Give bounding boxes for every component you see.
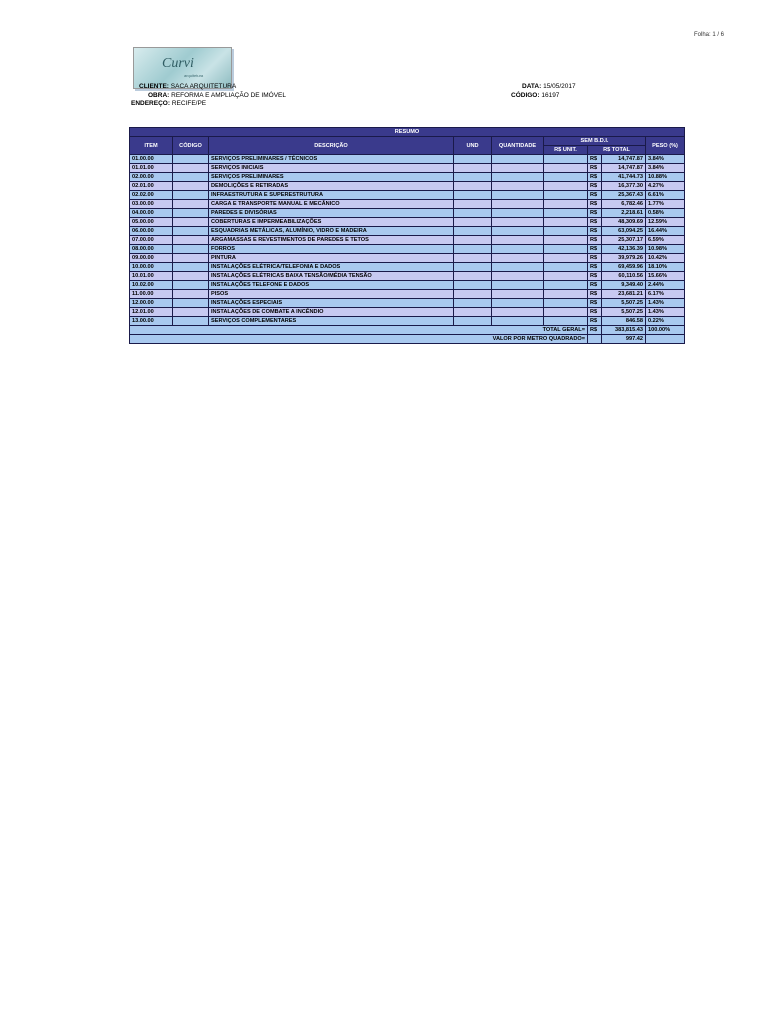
row-codigo — [173, 272, 209, 281]
row-descricao: INSTALAÇÕES ELÉTRICA/TELEFONIA E DADOS — [209, 263, 454, 272]
row-und — [454, 182, 492, 191]
row-codigo — [173, 182, 209, 191]
row-quantidade — [492, 209, 544, 218]
row-descricao: INSTALAÇÕES DE COMBATE A INCÊNDIO — [209, 308, 454, 317]
valor-m2-value: 997.42 — [602, 335, 646, 344]
row-item: 01.01.00 — [130, 164, 173, 173]
row-codigo — [173, 281, 209, 290]
row-currency: R$ — [588, 299, 602, 308]
row-currency: R$ — [588, 317, 602, 326]
row-total: 5,507.25 — [602, 299, 646, 308]
row-codigo — [173, 236, 209, 245]
table-row — [130, 281, 685, 290]
row-peso: 18.10% — [646, 263, 685, 272]
row-peso: 1.43% — [646, 299, 685, 308]
row-total: 14,747.87 — [602, 155, 646, 164]
row-unit — [544, 191, 588, 200]
row-unit — [544, 245, 588, 254]
table-row — [130, 164, 685, 173]
row-und — [454, 290, 492, 299]
row-item: 10.02.00 — [130, 281, 173, 290]
row-peso: 10.98% — [646, 245, 685, 254]
row-descricao: INSTALAÇÕES TELEFONE E DADOS — [209, 281, 454, 290]
row-descricao: PAREDES E DIVISÓRIAS — [209, 209, 454, 218]
row-currency: R$ — [588, 164, 602, 173]
row-codigo — [173, 245, 209, 254]
row-quantidade — [492, 299, 544, 308]
total-geral-peso: 100.00% — [646, 326, 685, 335]
row-currency: R$ — [588, 191, 602, 200]
row-descricao: FORROS — [209, 245, 454, 254]
cliente-line — [139, 83, 236, 91]
row-peso: 16.44% — [646, 227, 685, 236]
row-descricao: CARGA E TRANSPORTE MANUAL E MECÂNICO — [209, 200, 454, 209]
table-row — [130, 308, 685, 317]
row-total: 25,367.43 — [602, 191, 646, 200]
row-codigo — [173, 200, 209, 209]
row-unit — [544, 299, 588, 308]
row-quantidade — [492, 308, 544, 317]
row-codigo — [173, 290, 209, 299]
row-peso: 6.59% — [646, 236, 685, 245]
row-und — [454, 155, 492, 164]
valor-m2-blank — [646, 335, 685, 344]
row-item: 06.00.00 — [130, 227, 173, 236]
row-descricao: SERVIÇOS COMPLEMENTARES — [209, 317, 454, 326]
row-item: 10.00.00 — [130, 263, 173, 272]
row-quantidade — [492, 227, 544, 236]
row-codigo — [173, 218, 209, 227]
row-currency: R$ — [588, 218, 602, 227]
row-unit — [544, 254, 588, 263]
resumo-table — [129, 127, 685, 344]
row-und — [454, 272, 492, 281]
row-peso: 10.88% — [646, 173, 685, 182]
data-line — [522, 83, 576, 91]
row-descricao: INSTALAÇÕES ELÉTRICAS BAIXA TENSÃO/MÉDIA TENSÃO — [209, 272, 454, 281]
row-total: 69,459.96 — [602, 263, 646, 272]
row-item: 04.00.00 — [130, 209, 173, 218]
row-und — [454, 191, 492, 200]
row-peso: 15.66% — [646, 272, 685, 281]
row-unit — [544, 236, 588, 245]
row-descricao: DEMOLIÇÕES E RETIRADAS — [209, 182, 454, 191]
table-row — [130, 209, 685, 218]
row-quantidade — [492, 236, 544, 245]
row-peso: 1.77% — [646, 200, 685, 209]
table-row — [130, 317, 685, 326]
row-item: 02.01.00 — [130, 182, 173, 191]
row-item: 07.00.00 — [130, 236, 173, 245]
obra-value: REFORMA E AMPLIAÇÃO DE IMÓVEL — [171, 92, 286, 99]
row-total: 39,979.26 — [602, 254, 646, 263]
row-unit — [544, 182, 588, 191]
row-codigo — [173, 263, 209, 272]
table-row — [130, 155, 685, 164]
row-quantidade — [492, 281, 544, 290]
row-codigo — [173, 164, 209, 173]
row-currency: R$ — [588, 173, 602, 182]
row-descricao: SERVIÇOS PRELIMINARES — [209, 173, 454, 182]
row-item: 09.00.00 — [130, 254, 173, 263]
row-peso: 2.44% — [646, 281, 685, 290]
row-quantidade — [492, 155, 544, 164]
table-title: RESUMO — [130, 128, 685, 137]
row-quantidade — [492, 218, 544, 227]
row-und — [454, 200, 492, 209]
row-peso: 12.59% — [646, 218, 685, 227]
row-und — [454, 281, 492, 290]
row-unit — [544, 263, 588, 272]
table-row — [130, 182, 685, 191]
codigo-line — [511, 92, 559, 100]
table-row — [130, 245, 685, 254]
table-row — [130, 200, 685, 209]
row-codigo — [173, 299, 209, 308]
row-peso: 0.22% — [646, 317, 685, 326]
row-descricao: INSTALAÇÕES ESPECIAIS — [209, 299, 454, 308]
row-currency: R$ — [588, 254, 602, 263]
row-peso: 10.42% — [646, 254, 685, 263]
row-descricao: PISOS — [209, 290, 454, 299]
codigo-label: CÓDIGO: — [511, 92, 540, 99]
table-row — [130, 263, 685, 272]
table-row — [130, 272, 685, 281]
col-peso: PESO (%) — [646, 137, 685, 155]
table-row — [130, 218, 685, 227]
row-quantidade — [492, 182, 544, 191]
row-codigo — [173, 227, 209, 236]
col-sem-bdi: SEM B.D.I. — [544, 137, 646, 146]
row-quantidade — [492, 245, 544, 254]
row-unit — [544, 164, 588, 173]
col-item: ITEM — [130, 137, 173, 155]
row-codigo — [173, 191, 209, 200]
total-geral-row — [130, 326, 685, 335]
data-value: 15/05/2017 — [543, 83, 576, 90]
row-total: 42,136.39 — [602, 245, 646, 254]
valor-m2-currency — [588, 335, 602, 344]
row-codigo — [173, 308, 209, 317]
row-und — [454, 317, 492, 326]
row-peso: 0.58% — [646, 209, 685, 218]
row-und — [454, 245, 492, 254]
cliente-label: CLIENTE: — [139, 83, 169, 90]
row-und — [454, 227, 492, 236]
row-descricao: COBERTURAS E IMPERMEABILIZAÇÕES — [209, 218, 454, 227]
row-unit — [544, 209, 588, 218]
row-item: 02.00.00 — [130, 173, 173, 182]
row-total: 14,747.87 — [602, 164, 646, 173]
table-row — [130, 254, 685, 263]
row-und — [454, 164, 492, 173]
row-unit — [544, 173, 588, 182]
row-peso: 6.17% — [646, 290, 685, 299]
row-item: 01.00.00 — [130, 155, 173, 164]
row-codigo — [173, 317, 209, 326]
row-und — [454, 236, 492, 245]
row-und — [454, 263, 492, 272]
row-quantidade — [492, 164, 544, 173]
row-codigo — [173, 254, 209, 263]
row-currency: R$ — [588, 200, 602, 209]
row-descricao: ESQUADRIAS METÁLICAS, ALUMÍNIO, VIDRO E MADEIRA — [209, 227, 454, 236]
table-row — [130, 290, 685, 299]
row-unit — [544, 218, 588, 227]
row-total: 25,307.17 — [602, 236, 646, 245]
row-quantidade — [492, 200, 544, 209]
row-item: 03.00.00 — [130, 200, 173, 209]
row-item: 13.00.00 — [130, 317, 173, 326]
row-currency: R$ — [588, 290, 602, 299]
row-currency: R$ — [588, 272, 602, 281]
row-quantidade — [492, 272, 544, 281]
row-item: 08.00.00 — [130, 245, 173, 254]
row-codigo — [173, 209, 209, 218]
row-codigo — [173, 173, 209, 182]
row-und — [454, 254, 492, 263]
row-total: 2,218.61 — [602, 209, 646, 218]
row-und — [454, 218, 492, 227]
valor-m2-row — [130, 335, 685, 344]
total-geral-currency: R$ — [588, 326, 602, 335]
row-total: 48,309.69 — [602, 218, 646, 227]
row-unit — [544, 155, 588, 164]
row-total: 16,377.30 — [602, 182, 646, 191]
endereco-label: ENDEREÇO: — [131, 100, 171, 107]
col-unit: R$ UNIT. — [544, 146, 588, 155]
row-und — [454, 173, 492, 182]
row-quantidade — [492, 254, 544, 263]
row-und — [454, 209, 492, 218]
row-quantidade — [492, 191, 544, 200]
row-descricao: PINTURA — [209, 254, 454, 263]
row-currency: R$ — [588, 155, 602, 164]
row-unit — [544, 317, 588, 326]
row-total: 9,349.40 — [602, 281, 646, 290]
row-total: 41,744.73 — [602, 173, 646, 182]
row-unit — [544, 290, 588, 299]
row-total: 846.58 — [602, 317, 646, 326]
row-item: 12.01.00 — [130, 308, 173, 317]
row-item: 12.00.00 — [130, 299, 173, 308]
row-peso: 1.43% — [646, 308, 685, 317]
row-descricao: SERVIÇOS PRELIMINARES / TÉCNICOS — [209, 155, 454, 164]
row-descricao: ARGAMASSAS E REVESTIMENTOS DE PAREDES E TETOS — [209, 236, 454, 245]
table-row — [130, 191, 685, 200]
page-number: Folha: 1 / 6 — [694, 32, 725, 38]
row-unit — [544, 227, 588, 236]
row-total: 60,110.56 — [602, 272, 646, 281]
company-logo: Curvi arquitetura — [133, 47, 232, 89]
row-peso: 6.61% — [646, 191, 685, 200]
codigo-value: 16197 — [541, 92, 560, 99]
data-label: DATA: — [522, 83, 542, 90]
row-currency: R$ — [588, 308, 602, 317]
table-row — [130, 173, 685, 182]
row-unit — [544, 308, 588, 317]
endereco-line — [131, 100, 206, 108]
total-geral-label: TOTAL GERAL= — [130, 326, 588, 335]
row-currency: R$ — [588, 227, 602, 236]
row-peso: 3.84% — [646, 155, 685, 164]
obra-line — [148, 92, 286, 100]
col-descricao: DESCRIÇÃO — [209, 137, 454, 155]
row-currency: R$ — [588, 182, 602, 191]
row-unit — [544, 200, 588, 209]
row-und — [454, 299, 492, 308]
row-total: 23,681.21 — [602, 290, 646, 299]
endereco-value: RECIFE/PE — [171, 100, 207, 107]
col-quantidade: QUANTIDADE — [492, 137, 544, 155]
row-unit — [544, 272, 588, 281]
row-peso: 3.84% — [646, 164, 685, 173]
row-item: 05.00.00 — [130, 218, 173, 227]
col-codigo: CÓDIGO — [173, 137, 209, 155]
row-quantidade — [492, 317, 544, 326]
row-item: 11.00.00 — [130, 290, 173, 299]
row-peso: 4.27% — [646, 182, 685, 191]
table-row — [130, 236, 685, 245]
row-unit — [544, 281, 588, 290]
row-total: 6,782.46 — [602, 200, 646, 209]
row-quantidade — [492, 173, 544, 182]
row-currency: R$ — [588, 209, 602, 218]
row-item: 02.02.00 — [130, 191, 173, 200]
row-quantidade — [492, 290, 544, 299]
row-und — [454, 308, 492, 317]
row-item: 10.01.00 — [130, 272, 173, 281]
row-currency: R$ — [588, 263, 602, 272]
row-total: 63,094.25 — [602, 227, 646, 236]
col-und: UND — [454, 137, 492, 155]
row-total: 5,507.25 — [602, 308, 646, 317]
row-currency: R$ — [588, 236, 602, 245]
row-codigo — [173, 155, 209, 164]
row-descricao: INFRAESTRUTURA E SUPERESTRUTURA — [209, 191, 454, 200]
table-row — [130, 227, 685, 236]
row-currency: R$ — [588, 281, 602, 290]
valor-m2-label: VALOR POR METRO QUADRADO= — [130, 335, 588, 344]
cliente-value: SACA ARQUITETURA — [170, 83, 237, 90]
obra-label: OBRA: — [148, 92, 170, 99]
col-total: R$ TOTAL — [588, 146, 646, 155]
table-row — [130, 299, 685, 308]
row-currency: R$ — [588, 245, 602, 254]
total-geral-value: 383,815.43 — [602, 326, 646, 335]
row-descricao: SERVIÇOS INICIAIS — [209, 164, 454, 173]
row-quantidade — [492, 263, 544, 272]
